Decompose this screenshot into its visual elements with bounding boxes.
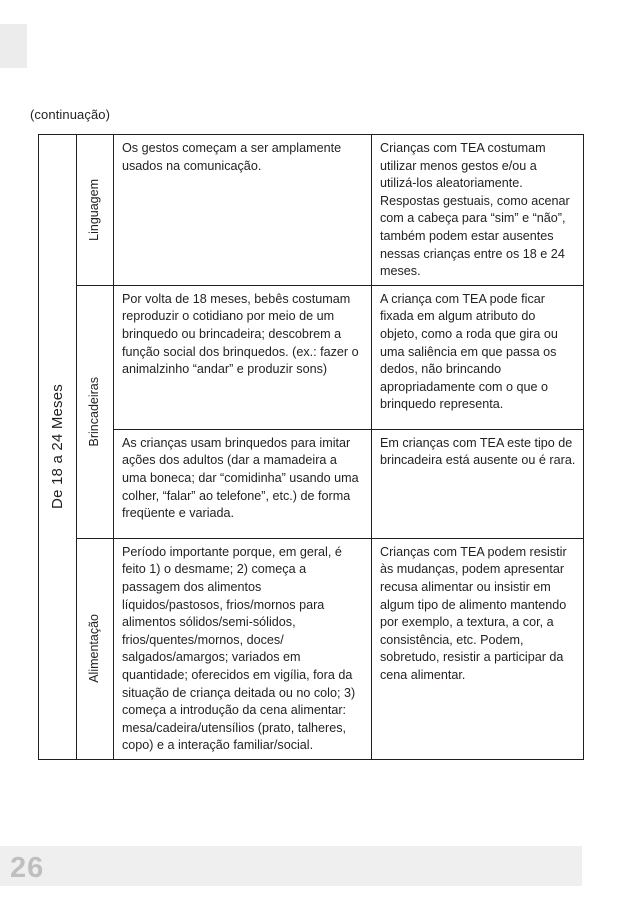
tea-behavior-cell: A criança com TEA pode ficar fixada em algum atributo do objeto, como a roda que gira ou uma saliência em que passa os dedos, não brincando apropriadamente com o que o brinquedo representa. [372, 285, 584, 429]
development-table [38, 134, 584, 760]
table-row [39, 538, 584, 759]
typical-development-cell: Período importante porque, em geral, é feito 1) o desmame; 2) começa a passagem dos alimentos líquidos/pastosos, frios/mornos para alimentos sólidos/semi-sólidos, frios/quentes/mornos, doces/ salgados/amargos; variados em quantidade; oferecidos em vigília, fora da situação de criança deitada ou no colo; 3) começa a introdução da cena alimentar: mesa/cadeira/utensílios (prato, talheres, copo) e a interação familiar/social. [114, 538, 372, 759]
typical-development-cell: Os gestos começam a ser amplamente usados na comunicação. [114, 135, 372, 286]
age-group-label: De 18 a 24 Meses [48, 384, 66, 510]
page-number: 26 [10, 852, 45, 884]
table-row [39, 429, 584, 538]
table-row [39, 285, 584, 429]
age-group-cell [39, 135, 77, 760]
top-corner-tab [0, 24, 27, 68]
category-cell-brincadeiras [77, 285, 114, 538]
tea-behavior-cell: Crianças com TEA podem resistir às mudanças, podem apresentar recusa alimentar ou insistir em algum tipo de alimento mantendo por exemplo, a textura, a cor, a consistência, etc. Podem, sobretudo, resistir a participar da cena alimentar. [372, 538, 584, 759]
footer-bar [0, 846, 582, 886]
tea-behavior-cell: Em crianças com TEA este tipo de brincadeira está ausente ou é rara. [372, 429, 584, 538]
table-row [39, 135, 584, 286]
continuation-label: (continuação) [30, 107, 111, 122]
category-label-brincadeiras: Brincadeiras [87, 377, 102, 447]
category-cell-alimentacao [77, 538, 114, 759]
tea-behavior-cell: Crianças com TEA costumam utilizar menos gestos e/ou a utilizá-los aleatoriamente. Respostas gestuais, como acenar com a cabeça para “sim” e “não”, também podem estar ausentes nessas crianças entre os 18 e 24 meses. [372, 135, 584, 286]
category-label-linguagem: Linguagem [87, 178, 102, 241]
category-label-alimentacao: Alimentação [87, 614, 102, 684]
category-cell-linguagem [77, 135, 114, 286]
typical-development-cell: As crianças usam brinquedos para imitar ações dos adultos (dar a mamadeira a uma boneca; dar “comidinha” usando uma colher, “falar” ao telefone”, etc.) de forma freqüente e variada. [114, 429, 372, 538]
typical-development-cell: Por volta de 18 meses, bebês costumam reproduzir o cotidiano por meio de um brinquedo ou brincadeira; descobrem a função social dos brinquedos. (ex.: fazer o animalzinho “andar” e produzir sons) [114, 285, 372, 429]
